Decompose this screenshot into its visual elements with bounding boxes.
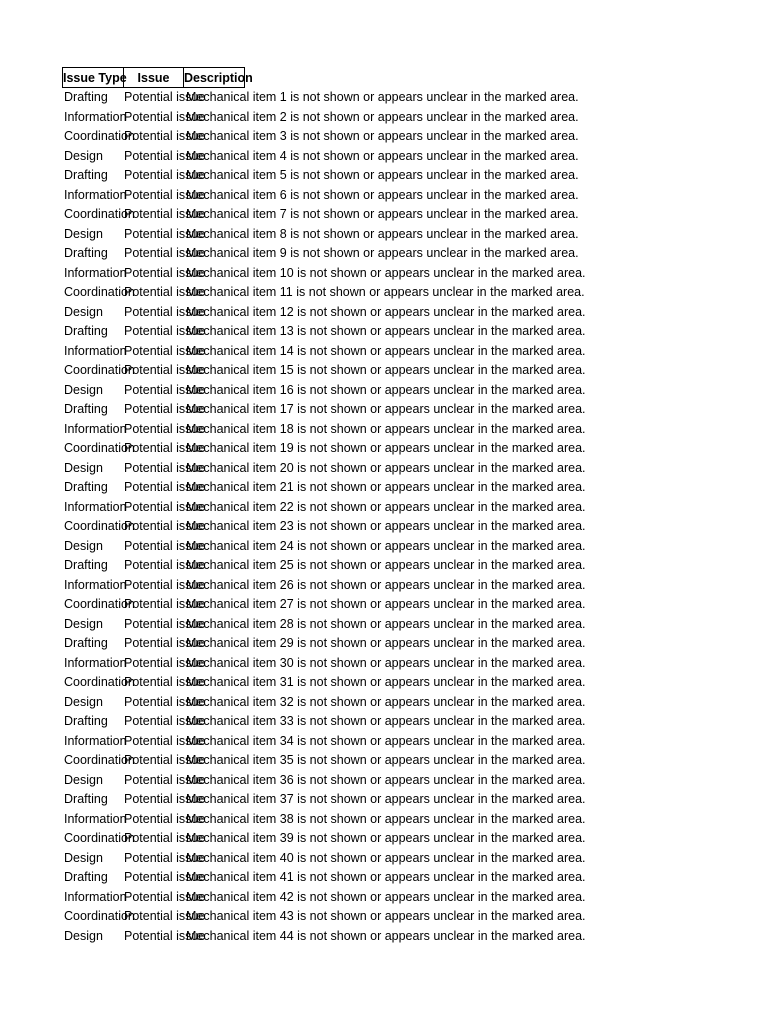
table-row	[62, 186, 702, 206]
issue-type-cell: Coordination	[64, 909, 135, 923]
issue-type-cell: Design	[64, 694, 103, 709]
issue-type-cell: Design	[64, 772, 103, 787]
issue-type-cell: Coordination	[64, 441, 135, 455]
issue-cell: Potential issue	[124, 246, 206, 260]
issue-type-cell: Drafting	[64, 636, 108, 650]
table-row	[62, 478, 702, 498]
issue-type-cell: Information	[64, 343, 127, 358]
description-cell: Mechanical item 39 is not shown or appears unclear in the marked area.	[186, 831, 586, 845]
issue-type-cell: Drafting	[64, 246, 108, 260]
issue-type-cell: Design	[64, 538, 103, 553]
description-cell: Mechanical item 2 is not shown or appears unclear in the marked area.	[186, 109, 579, 124]
table-row	[62, 439, 702, 459]
issue-type-cell: Information	[64, 733, 127, 748]
issue-type-cell: Design	[64, 304, 103, 319]
issue-type-cell: Design	[64, 616, 103, 631]
table-row	[62, 420, 702, 440]
description-cell: Mechanical item 4 is not shown or appears unclear in the marked area.	[186, 148, 579, 163]
issue-type-cell: Coordination	[64, 831, 135, 845]
table-row	[62, 693, 702, 713]
table-row	[62, 322, 702, 342]
table-row	[62, 147, 702, 167]
issue-type-cell: Design	[64, 850, 103, 865]
issue-type-cell: Drafting	[64, 402, 108, 416]
description-cell: Mechanical item 28 is not shown or appears unclear in the marked area.	[186, 616, 586, 631]
issue-type-cell: Coordination	[64, 753, 135, 767]
issue-type-cell: Drafting	[64, 168, 108, 182]
issue-cell: Potential issue	[124, 675, 206, 689]
issue-type-cell: Design	[64, 226, 103, 241]
issue-cell: Potential issue	[124, 772, 206, 787]
description-cell: Mechanical item 14 is not shown or appears unclear in the marked area.	[186, 343, 586, 358]
description-cell: Mechanical item 12 is not shown or appears unclear in the marked area.	[186, 304, 586, 319]
table-row	[62, 244, 702, 264]
issue-type-cell: Design	[64, 148, 103, 163]
description-cell: Mechanical item 16 is not shown or appears unclear in the marked area.	[186, 382, 586, 397]
issue-cell: Potential issue	[124, 928, 206, 943]
issue-cell: Potential issue	[124, 577, 206, 592]
issue-cell: Potential issue	[124, 831, 206, 845]
issue-type-cell: Drafting	[64, 324, 108, 338]
issue-type-cell: Drafting	[64, 558, 108, 572]
issue-type-cell: Design	[64, 460, 103, 475]
issue-type-cell: Drafting	[64, 792, 108, 806]
table-row	[62, 654, 702, 674]
table-row	[62, 712, 702, 732]
issue-cell: Potential issue	[124, 207, 206, 221]
issue-type-cell: Information	[64, 109, 127, 124]
issue-type-cell: Drafting	[64, 480, 108, 494]
description-cell: Mechanical item 18 is not shown or appears unclear in the marked area.	[186, 421, 586, 436]
table-header-row	[62, 67, 702, 88]
description-cell: Mechanical item 25 is not shown or appears unclear in the marked area.	[186, 558, 586, 572]
table-row	[62, 615, 702, 635]
description-cell: Mechanical item 19 is not shown or appears unclear in the marked area.	[186, 441, 586, 455]
issue-type-cell: Information	[64, 577, 127, 592]
description-cell: Mechanical item 41 is not shown or appears unclear in the marked area.	[186, 870, 586, 884]
issue-type-cell: Coordination	[64, 285, 135, 299]
table-row	[62, 849, 702, 869]
table-row	[62, 673, 702, 693]
table-row	[62, 537, 702, 557]
issue-cell: Potential issue	[124, 753, 206, 767]
table-row	[62, 225, 702, 245]
table-row	[62, 166, 702, 186]
table-row	[62, 732, 702, 752]
description-cell: Mechanical item 35 is not shown or appears unclear in the marked area.	[186, 753, 586, 767]
issue-cell: Potential issue	[124, 499, 206, 514]
description-cell: Mechanical item 13 is not shown or appears unclear in the marked area.	[186, 324, 586, 338]
issue-type-cell: Coordination	[64, 519, 135, 533]
table-row	[62, 108, 702, 128]
table-row	[62, 634, 702, 654]
table-row	[62, 927, 702, 947]
table-row	[62, 205, 702, 225]
description-cell: Mechanical item 30 is not shown or appears unclear in the marked area.	[186, 655, 586, 670]
header-issue-type: Issue Type	[62, 67, 124, 88]
issue-cell: Potential issue	[124, 480, 206, 494]
issue-type-cell: Coordination	[64, 363, 135, 377]
issue-cell: Potential issue	[124, 382, 206, 397]
description-cell: Mechanical item 43 is not shown or appears unclear in the marked area.	[186, 909, 586, 923]
issue-table	[62, 67, 702, 946]
table-row	[62, 88, 702, 108]
issue-type-cell: Coordination	[64, 597, 135, 611]
issue-cell: Potential issue	[124, 889, 206, 904]
issue-cell: Potential issue	[124, 343, 206, 358]
description-cell: Mechanical item 34 is not shown or appears unclear in the marked area.	[186, 733, 586, 748]
issue-cell: Potential issue	[124, 402, 206, 416]
table-row	[62, 829, 702, 849]
description-cell: Mechanical item 9 is not shown or appears unclear in the marked area.	[186, 246, 579, 260]
table-row	[62, 751, 702, 771]
description-cell: Mechanical item 7 is not shown or appears unclear in the marked area.	[186, 207, 579, 221]
table-row	[62, 868, 702, 888]
description-cell: Mechanical item 27 is not shown or appears unclear in the marked area.	[186, 597, 586, 611]
description-cell: Mechanical item 3 is not shown or appears unclear in the marked area.	[186, 129, 579, 143]
description-cell: Mechanical item 23 is not shown or appears unclear in the marked area.	[186, 519, 586, 533]
issue-type-cell: Design	[64, 382, 103, 397]
description-cell: Mechanical item 21 is not shown or appears unclear in the marked area.	[186, 480, 586, 494]
table-row	[62, 576, 702, 596]
issue-cell: Potential issue	[124, 519, 206, 533]
description-cell: Mechanical item 32 is not shown or appears unclear in the marked area.	[186, 694, 586, 709]
table-row	[62, 381, 702, 401]
issue-type-cell: Design	[64, 928, 103, 943]
issue-cell: Potential issue	[124, 714, 206, 728]
issue-cell: Potential issue	[124, 870, 206, 884]
table-row	[62, 790, 702, 810]
description-cell: Mechanical item 42 is not shown or appears unclear in the marked area.	[186, 889, 586, 904]
table-row	[62, 771, 702, 791]
issue-type-cell: Information	[64, 499, 127, 514]
issue-cell: Potential issue	[124, 109, 206, 124]
issue-cell: Potential issue	[124, 811, 206, 826]
issue-cell: Potential issue	[124, 304, 206, 319]
issue-cell: Potential issue	[124, 636, 206, 650]
table-row	[62, 361, 702, 381]
issue-type-cell: Coordination	[64, 207, 135, 221]
description-cell: Mechanical item 31 is not shown or appears unclear in the marked area.	[186, 675, 586, 689]
table-row	[62, 810, 702, 830]
description-cell: Mechanical item 40 is not shown or appears unclear in the marked area.	[186, 850, 586, 865]
issue-type-cell: Information	[64, 421, 127, 436]
issue-type-cell: Information	[64, 187, 127, 202]
description-cell: Mechanical item 22 is not shown or appears unclear in the marked area.	[186, 499, 586, 514]
issue-cell: Potential issue	[124, 421, 206, 436]
table-row	[62, 907, 702, 927]
issue-cell: Potential issue	[124, 363, 206, 377]
header-description: Description	[184, 67, 245, 88]
issue-cell: Potential issue	[124, 129, 206, 143]
table-row	[62, 283, 702, 303]
description-cell: Mechanical item 36 is not shown or appears unclear in the marked area.	[186, 772, 586, 787]
issue-type-cell: Information	[64, 655, 127, 670]
issue-cell: Potential issue	[124, 168, 206, 182]
table-row	[62, 127, 702, 147]
issue-cell: Potential issue	[124, 733, 206, 748]
issue-cell: Potential issue	[124, 694, 206, 709]
issue-cell: Potential issue	[124, 265, 206, 280]
issue-cell: Potential issue	[124, 90, 206, 104]
issue-cell: Potential issue	[124, 187, 206, 202]
description-cell: Mechanical item 17 is not shown or appears unclear in the marked area.	[186, 402, 586, 416]
description-cell: Mechanical item 38 is not shown or appears unclear in the marked area.	[186, 811, 586, 826]
issue-type-cell: Coordination	[64, 129, 135, 143]
description-cell: Mechanical item 33 is not shown or appears unclear in the marked area.	[186, 714, 586, 728]
description-cell: Mechanical item 20 is not shown or appears unclear in the marked area.	[186, 460, 586, 475]
description-cell: Mechanical item 29 is not shown or appears unclear in the marked area.	[186, 636, 586, 650]
issue-cell: Potential issue	[124, 538, 206, 553]
description-cell: Mechanical item 11 is not shown or appears unclear in the marked area.	[186, 285, 585, 299]
issue-type-cell: Drafting	[64, 870, 108, 884]
issue-type-cell: Information	[64, 889, 127, 904]
issue-type-cell: Coordination	[64, 675, 135, 689]
issue-cell: Potential issue	[124, 324, 206, 338]
description-cell: Mechanical item 8 is not shown or appears unclear in the marked area.	[186, 226, 579, 241]
description-cell: Mechanical item 15 is not shown or appears unclear in the marked area.	[186, 363, 586, 377]
issue-cell: Potential issue	[124, 460, 206, 475]
table-row	[62, 342, 702, 362]
description-cell: Mechanical item 5 is not shown or appears unclear in the marked area.	[186, 168, 579, 182]
issue-cell: Potential issue	[124, 792, 206, 806]
issue-cell: Potential issue	[124, 148, 206, 163]
description-cell: Mechanical item 10 is not shown or appears unclear in the marked area.	[186, 265, 586, 280]
issue-cell: Potential issue	[124, 285, 206, 299]
issue-cell: Potential issue	[124, 597, 206, 611]
issue-type-cell: Information	[64, 811, 127, 826]
description-cell: Mechanical item 1 is not shown or appears unclear in the marked area.	[186, 90, 579, 104]
header-issue: Issue	[124, 67, 184, 88]
issue-cell: Potential issue	[124, 909, 206, 923]
description-cell: Mechanical item 26 is not shown or appears unclear in the marked area.	[186, 577, 586, 592]
issue-type-cell: Information	[64, 265, 127, 280]
issue-cell: Potential issue	[124, 226, 206, 241]
description-cell: Mechanical item 37 is not shown or appears unclear in the marked area.	[186, 792, 586, 806]
description-cell: Mechanical item 24 is not shown or appears unclear in the marked area.	[186, 538, 586, 553]
description-cell: Mechanical item 44 is not shown or appears unclear in the marked area.	[186, 928, 586, 943]
table-row	[62, 498, 702, 518]
table-row	[62, 459, 702, 479]
table-row	[62, 556, 702, 576]
table-row	[62, 888, 702, 908]
table-row	[62, 595, 702, 615]
issue-type-cell: Drafting	[64, 90, 108, 104]
description-cell: Mechanical item 6 is not shown or appears unclear in the marked area.	[186, 187, 579, 202]
table-body	[62, 88, 702, 946]
issue-cell: Potential issue	[124, 655, 206, 670]
table-row	[62, 400, 702, 420]
table-row	[62, 264, 702, 284]
issue-type-cell: Drafting	[64, 714, 108, 728]
table-row	[62, 303, 702, 323]
issue-cell: Potential issue	[124, 616, 206, 631]
issue-cell: Potential issue	[124, 558, 206, 572]
issue-cell: Potential issue	[124, 441, 206, 455]
issue-cell: Potential issue	[124, 850, 206, 865]
table-row	[62, 517, 702, 537]
